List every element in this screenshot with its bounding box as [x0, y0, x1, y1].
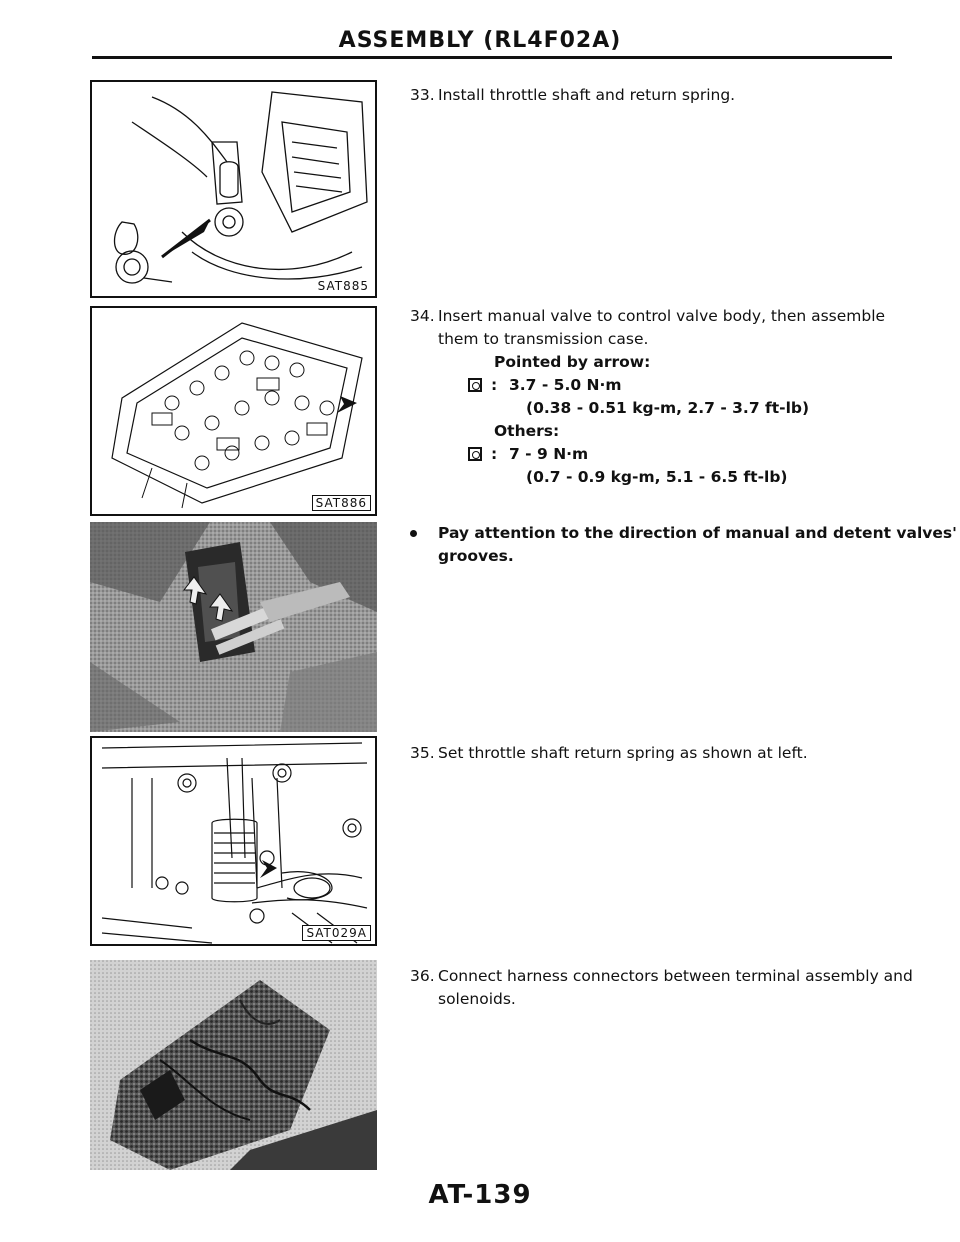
- figure-code: SAT029A: [302, 925, 371, 941]
- step-text: Insert manual valve to control valve body, then assemble: [438, 307, 886, 325]
- torque-colon: :: [491, 376, 498, 394]
- step-34-line1: [410, 305, 885, 328]
- torque-wrench-icon: [468, 378, 482, 392]
- step-text: Install throttle shaft and return spring.: [438, 86, 736, 104]
- step-33: [410, 84, 735, 107]
- throttle-shaft-drawing: [92, 82, 375, 296]
- step-number: 34.: [410, 307, 435, 325]
- control-valve-drawing: [92, 308, 375, 514]
- torque-value-arrow: 3.7 - 5.0 N·m: [509, 376, 622, 394]
- harness-photo: [90, 960, 377, 1170]
- step-number: 35.: [410, 744, 435, 762]
- step-34-line2: them to transmission case.: [438, 330, 649, 348]
- header-rule: [92, 56, 892, 59]
- torque-wrench-icon: [468, 447, 482, 461]
- torque-value-others-alt: (0.7 - 0.9 kg-m, 5.1 - 6.5 ft-lb): [526, 468, 788, 486]
- pointed-by-arrow-label: Pointed by arrow:: [494, 353, 651, 371]
- return-spring-drawing: [92, 738, 375, 944]
- photo-harness-connectors: [90, 960, 377, 1170]
- torque-colon: :: [491, 445, 498, 463]
- torque-value-arrow-alt: (0.38 - 0.51 kg-m, 2.7 - 3.7 ft-lb): [526, 399, 810, 417]
- others-label: Others:: [494, 422, 560, 440]
- step-35: [410, 742, 808, 765]
- figure-code: SAT885: [317, 279, 369, 293]
- step-number: 33.: [410, 86, 435, 104]
- figure-throttle-shaft: [90, 80, 377, 298]
- note-line1: Pay attention to the direction of manual and detent valves': [438, 524, 957, 542]
- figure-code: SAT886: [312, 495, 371, 511]
- photo-manual-detent-valves: [90, 522, 377, 732]
- figure-control-valve: [90, 306, 377, 516]
- step-36-line1: [410, 965, 913, 988]
- step-text: Connect harness connectors between terminal assembly and: [438, 967, 913, 985]
- torque-value-others: 7 - 9 N·m: [509, 445, 589, 463]
- valves-photo: [90, 522, 377, 732]
- step-36-line2: solenoids.: [438, 990, 516, 1008]
- page-title: ASSEMBLY (RL4F02A): [338, 28, 622, 53]
- note-line2: grooves.: [438, 547, 514, 565]
- bullet-icon: [410, 530, 417, 537]
- step-text: Set throttle shaft return spring as shown at left.: [438, 744, 808, 762]
- figure-return-spring: [90, 736, 377, 946]
- step-number: 36.: [410, 967, 435, 985]
- page-number: AT-139: [428, 1180, 532, 1210]
